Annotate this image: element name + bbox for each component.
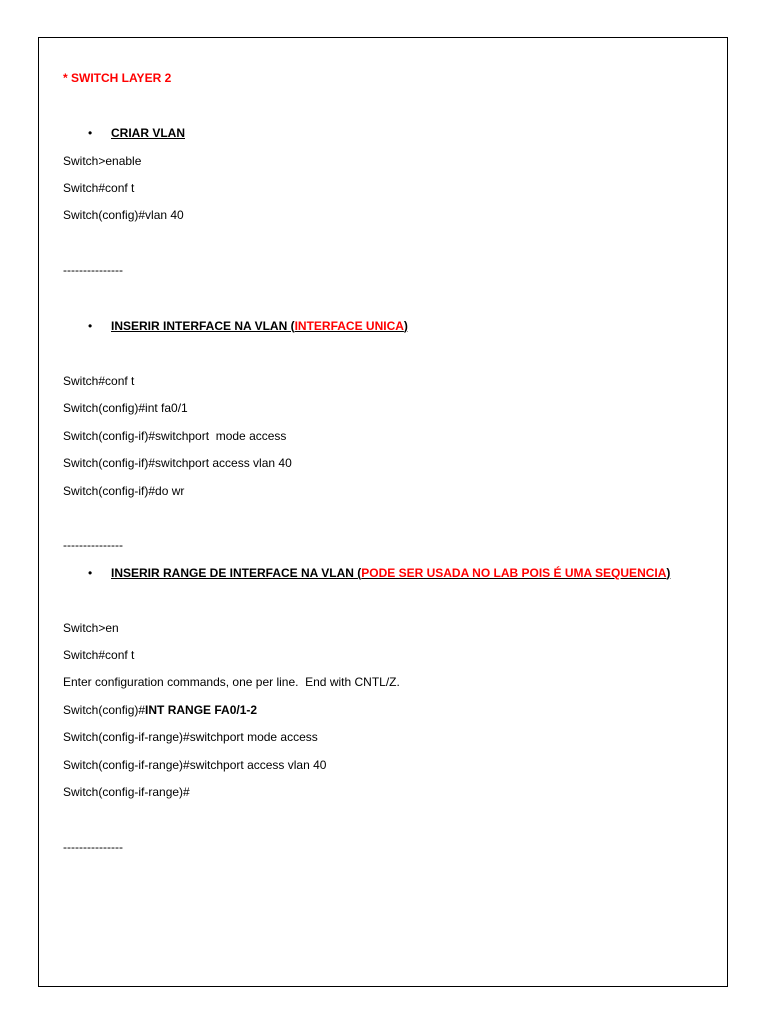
command-line: Switch(config)#int fa0/1	[63, 401, 188, 415]
heading-highlight: PODE SER USADA NO LAB POIS É UMA SEQUENCIA	[361, 566, 667, 580]
bullet-icon: •	[88, 319, 93, 333]
bullet-icon: •	[88, 126, 93, 140]
command-line: Switch(config-if-range)#switchport mode access	[63, 730, 318, 744]
heading-criar-vlan: CRIAR VLAN	[111, 126, 185, 140]
command-line: Switch(config-if)#switchport access vlan 40	[63, 456, 292, 470]
heading-prefix: INSERIR RANGE DE INTERFACE NA VLAN (	[111, 566, 362, 580]
command-line: Switch(config-if-range)#switchport access vlan 40	[63, 758, 327, 772]
heading-prefix: INSERIR INTERFACE NA VLAN (	[111, 319, 295, 333]
command-line: Switch>enable	[63, 154, 142, 168]
heading-highlight: INTERFACE UNICA	[294, 319, 404, 333]
command-line: Switch#conf t	[63, 181, 135, 195]
command-line	[63, 703, 257, 717]
bullet-icon: •	[88, 566, 93, 580]
command-line: Enter configuration commands, one per line. End with CNTL/Z.	[63, 675, 400, 689]
command-line: Switch(config-if)#switchport mode access	[63, 429, 287, 443]
command-line: Switch#conf t	[63, 648, 135, 662]
command-line: Switch(config-if-range)#	[63, 785, 190, 799]
separator: ---------------	[63, 538, 123, 552]
page-frame	[38, 37, 728, 987]
heading-inserir-range	[111, 566, 670, 580]
bullet-inserir-interface	[88, 319, 408, 361]
command-line: Switch#conf t	[63, 374, 135, 388]
command-line: Switch(config)#vlan 40	[63, 208, 184, 222]
range-command: INT RANGE FA0/1-2	[145, 703, 258, 717]
document-title: * SWITCH LAYER 2	[63, 71, 172, 85]
separator: ---------------	[63, 840, 123, 854]
bullet-inserir-range	[88, 566, 671, 608]
command-line: Switch>en	[63, 621, 119, 635]
command-prompt: Switch(config)#	[63, 703, 146, 717]
heading-suffix: )	[666, 566, 671, 580]
heading-suffix: )	[403, 319, 408, 333]
separator: ---------------	[63, 263, 123, 277]
command-line: Switch(config-if)#do wr	[63, 484, 185, 498]
heading-inserir-interface	[111, 319, 408, 333]
